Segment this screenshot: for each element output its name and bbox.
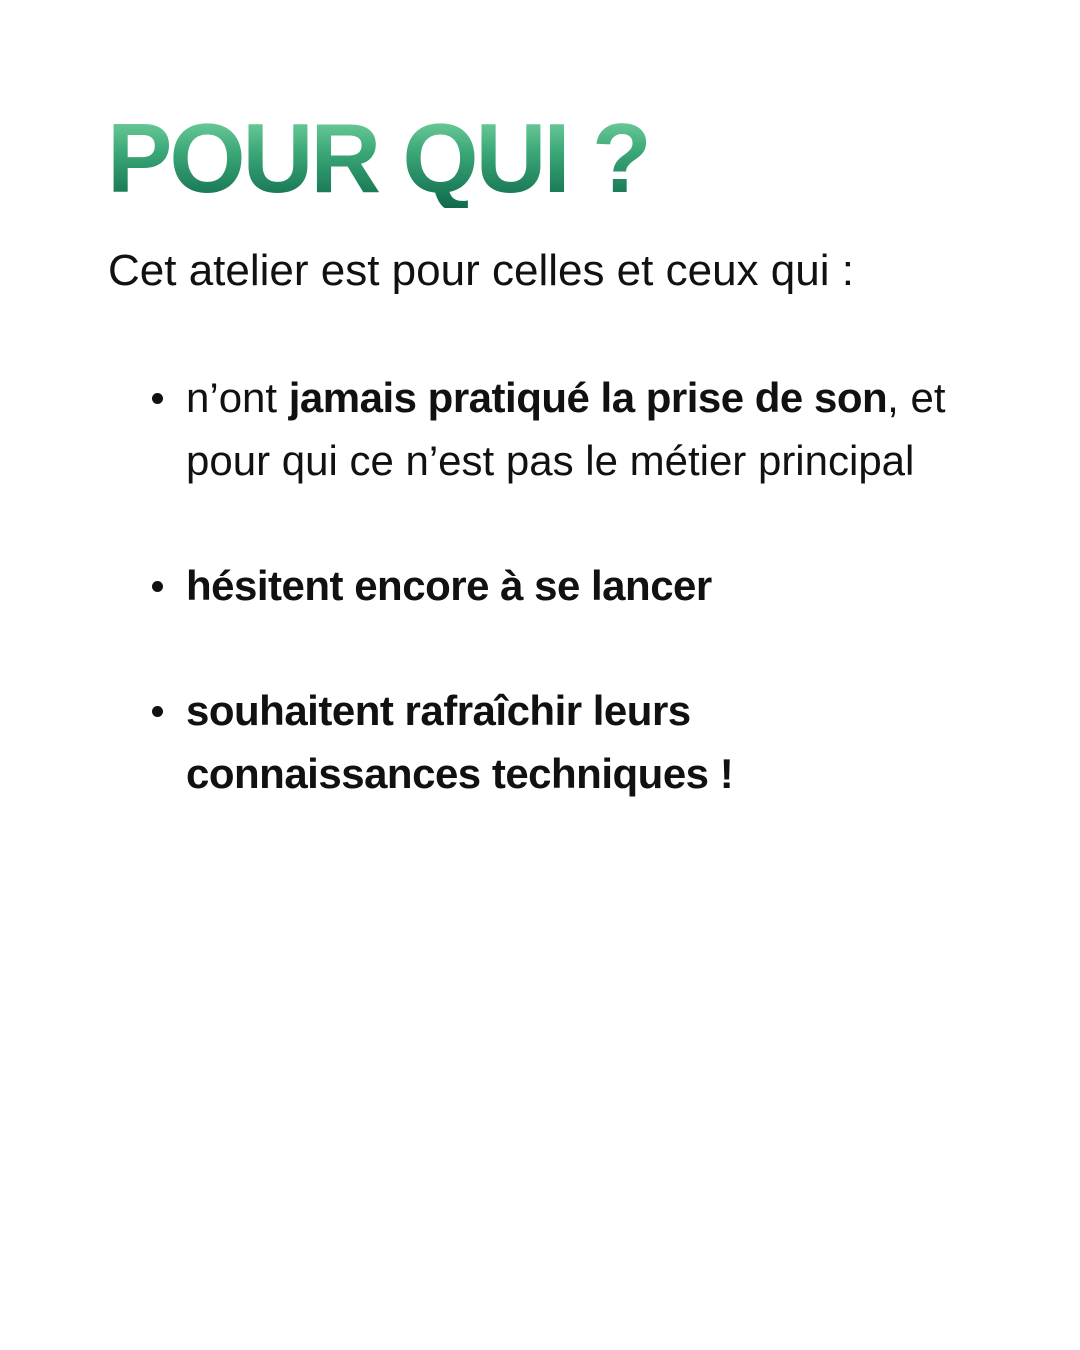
bullet-icon [152, 581, 163, 592]
intro-text: Cet atelier est pour celles et ceux qui : [108, 246, 854, 295]
bullet-icon [152, 706, 163, 717]
list-item-bold: jamais pratiqué la prise de son [288, 374, 888, 421]
list-item [148, 679, 746, 805]
audience-list [148, 366, 988, 805]
bullet-icon [152, 393, 163, 404]
list-item-bold: hésitent encore à se lancer [186, 562, 712, 609]
list-item [148, 366, 988, 492]
list-item [148, 554, 988, 617]
list-item-bold: souhaitent rafraîchir leurs connaissances techniques ! [186, 687, 734, 797]
page-title: POUR QUI ? [107, 103, 649, 213]
list-item-suffix: , et pour qui ce n’est pas le métier principal [186, 374, 946, 484]
list-item-prefix: n’ont [186, 374, 289, 421]
